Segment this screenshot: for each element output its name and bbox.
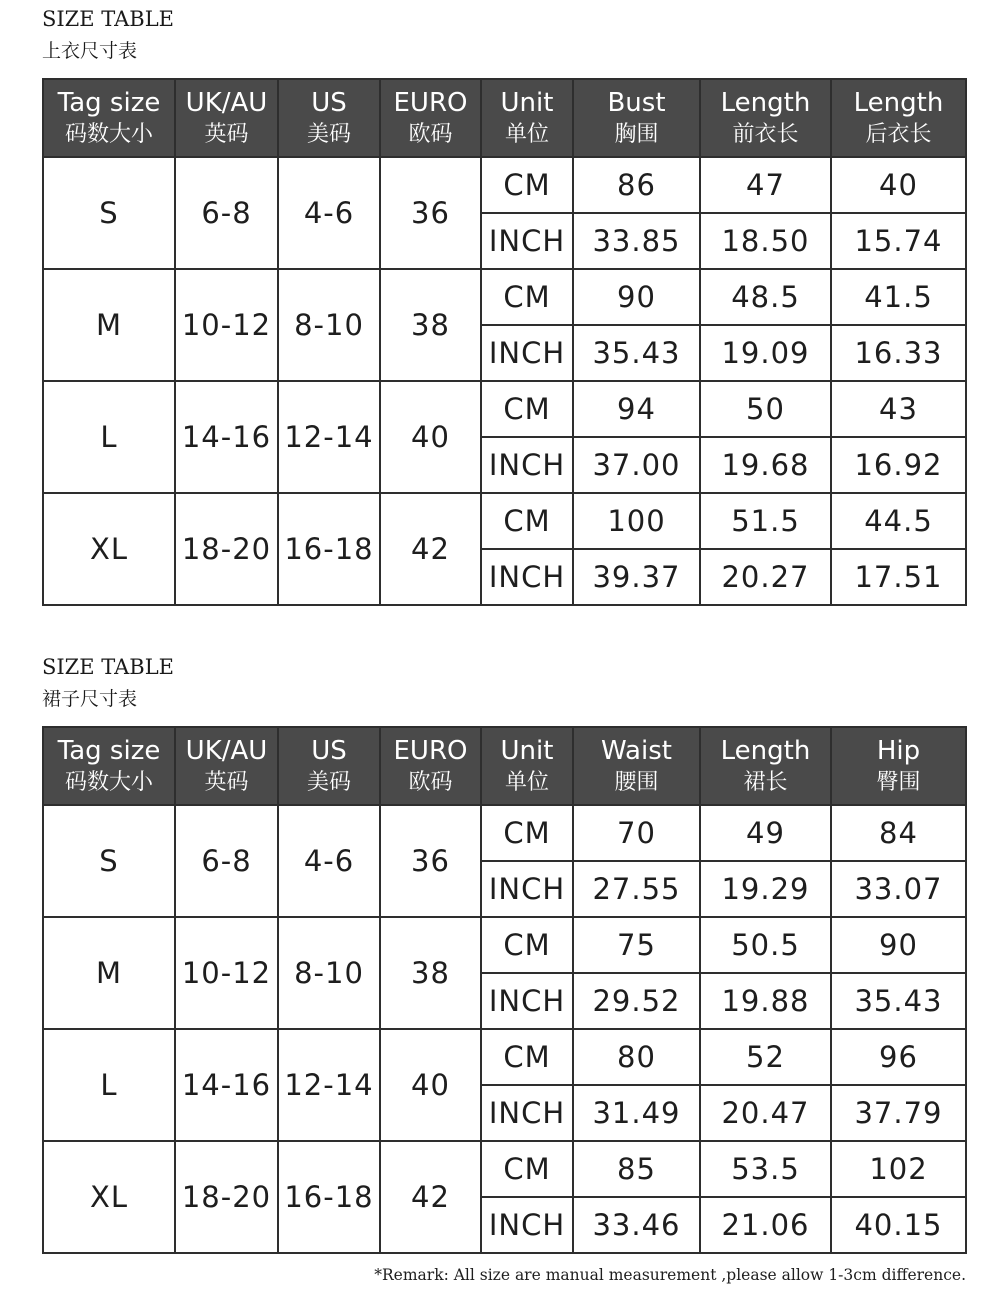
measurement-cell: 19.88 xyxy=(700,973,831,1029)
uk-size-cell: 10-12 xyxy=(175,917,278,1029)
unit-cell: CM xyxy=(481,381,573,437)
unit-cell: INCH xyxy=(481,437,573,493)
measurement-cell: 29.52 xyxy=(573,973,700,1029)
size-row-cm xyxy=(43,381,966,437)
remark-note: *Remark: All size are manual measurement ,please allow 1-3cm difference. xyxy=(374,1266,966,1284)
measurement-cell: 20.47 xyxy=(700,1085,831,1141)
size-row-cm xyxy=(43,805,966,861)
tag-size-cell: L xyxy=(43,1029,175,1141)
column-header xyxy=(700,79,831,157)
euro-size-cell: 38 xyxy=(380,917,481,1029)
column-header-cn: 美码 xyxy=(306,122,351,147)
unit-cell: INCH xyxy=(481,1085,573,1141)
measurement-cell: 16.92 xyxy=(831,437,966,493)
measurement-cell: 27.55 xyxy=(573,861,700,917)
column-header xyxy=(573,727,700,805)
us-size-cell: 8-10 xyxy=(278,269,380,381)
measurement-cell: 35.43 xyxy=(573,325,700,381)
uk-size-cell: 18-20 xyxy=(175,1141,278,1253)
uk-size-cell: 10-12 xyxy=(175,269,278,381)
column-header-cn: 前衣长 xyxy=(732,122,799,147)
measurement-cell: 19.09 xyxy=(700,325,831,381)
euro-size-cell: 36 xyxy=(380,805,481,917)
measurement-cell: 31.49 xyxy=(573,1085,700,1141)
size-row-cm xyxy=(43,917,966,973)
column-header-cn: 码数大小 xyxy=(64,122,153,147)
column-header-cn: 美码 xyxy=(306,770,351,795)
measurement-cell: 17.51 xyxy=(831,549,966,605)
column-header-cn: 英码 xyxy=(204,122,249,147)
measurement-cell: 49 xyxy=(700,805,831,861)
us-size-cell: 12-14 xyxy=(278,1029,380,1141)
us-size-cell: 8-10 xyxy=(278,917,380,1029)
uk-size-cell: 6-8 xyxy=(175,157,278,269)
column-header-en: UK/AU xyxy=(185,736,268,766)
column-header-en: EURO xyxy=(393,88,468,118)
column-header-en: Tag size xyxy=(57,88,161,118)
euro-size-cell: 38 xyxy=(380,269,481,381)
column-header-en: Unit xyxy=(500,88,554,118)
size-row-cm xyxy=(43,157,966,213)
column-header-en: Tag size xyxy=(57,736,161,766)
measurement-cell: 70 xyxy=(573,805,700,861)
measurement-cell: 19.29 xyxy=(700,861,831,917)
tag-size-cell: XL xyxy=(43,493,175,605)
us-size-cell: 16-18 xyxy=(278,1141,380,1253)
us-size-cell: 16-18 xyxy=(278,493,380,605)
unit-cell: INCH xyxy=(481,861,573,917)
tag-size-cell: M xyxy=(43,917,175,1029)
measurement-cell: 19.68 xyxy=(700,437,831,493)
bottom-size-table xyxy=(42,726,967,1254)
top-size-table xyxy=(42,78,967,606)
tag-size-cell: S xyxy=(43,805,175,917)
column-header-cn: 单位 xyxy=(504,770,549,795)
column-header-en: Hip xyxy=(876,736,921,766)
column-header-cn: 胸围 xyxy=(614,122,659,147)
measurement-cell: 15.74 xyxy=(831,213,966,269)
column-header-cn: 单位 xyxy=(504,122,549,147)
measurement-cell: 44.5 xyxy=(831,493,966,549)
column-header-en: US xyxy=(311,736,347,766)
euro-size-cell: 40 xyxy=(380,381,481,493)
size-row-cm xyxy=(43,493,966,549)
unit-cell: CM xyxy=(481,805,573,861)
measurement-cell: 50.5 xyxy=(700,917,831,973)
measurement-cell: 51.5 xyxy=(700,493,831,549)
bottom-table-subtitle: 裙子尺寸表 xyxy=(42,688,138,710)
measurement-cell: 18.50 xyxy=(700,213,831,269)
measurement-cell: 102 xyxy=(831,1141,966,1197)
us-size-cell: 4-6 xyxy=(278,805,380,917)
euro-size-cell: 42 xyxy=(380,493,481,605)
column-header xyxy=(700,727,831,805)
uk-size-cell: 14-16 xyxy=(175,1029,278,1141)
measurement-cell: 16.33 xyxy=(831,325,966,381)
euro-size-cell: 40 xyxy=(380,1029,481,1141)
column-header xyxy=(380,79,481,157)
measurement-cell: 52 xyxy=(700,1029,831,1085)
column-header-en: Bust xyxy=(607,88,666,118)
tag-size-cell: S xyxy=(43,157,175,269)
measurement-cell: 90 xyxy=(831,917,966,973)
measurement-cell: 35.43 xyxy=(831,973,966,1029)
bottom-table-title: SIZE TABLE xyxy=(42,655,175,679)
column-header-cn: 裙长 xyxy=(743,770,788,795)
column-header-en: UK/AU xyxy=(185,88,268,118)
column-header-en: Length xyxy=(853,88,944,118)
column-header xyxy=(43,727,175,805)
unit-cell: INCH xyxy=(481,549,573,605)
top-table-subtitle: 上衣尺寸表 xyxy=(42,40,138,62)
measurement-cell: 41.5 xyxy=(831,269,966,325)
column-header-cn: 腰围 xyxy=(614,770,659,795)
measurement-cell: 43 xyxy=(831,381,966,437)
unit-cell: INCH xyxy=(481,325,573,381)
column-header xyxy=(278,727,380,805)
column-header-cn: 后衣长 xyxy=(865,122,932,147)
unit-cell: CM xyxy=(481,1029,573,1085)
measurement-cell: 47 xyxy=(700,157,831,213)
uk-size-cell: 6-8 xyxy=(175,805,278,917)
measurement-cell: 33.46 xyxy=(573,1197,700,1253)
column-header-cn: 欧码 xyxy=(408,770,453,795)
unit-cell: CM xyxy=(481,1141,573,1197)
euro-size-cell: 42 xyxy=(380,1141,481,1253)
tag-size-cell: XL xyxy=(43,1141,175,1253)
measurement-cell: 94 xyxy=(573,381,700,437)
unit-cell: CM xyxy=(481,917,573,973)
us-size-cell: 4-6 xyxy=(278,157,380,269)
measurement-cell: 86 xyxy=(573,157,700,213)
uk-size-cell: 14-16 xyxy=(175,381,278,493)
measurement-cell: 85 xyxy=(573,1141,700,1197)
unit-cell: CM xyxy=(481,157,573,213)
tag-size-cell: M xyxy=(43,269,175,381)
column-header-cn: 臀围 xyxy=(876,770,921,795)
column-header xyxy=(43,79,175,157)
measurement-cell: 37.79 xyxy=(831,1085,966,1141)
us-size-cell: 12-14 xyxy=(278,381,380,493)
header-row xyxy=(43,727,966,805)
column-header xyxy=(573,79,700,157)
measurement-cell: 53.5 xyxy=(700,1141,831,1197)
column-header xyxy=(380,727,481,805)
measurement-cell: 48.5 xyxy=(700,269,831,325)
column-header-en: EURO xyxy=(393,736,468,766)
euro-size-cell: 36 xyxy=(380,157,481,269)
measurement-cell: 80 xyxy=(573,1029,700,1085)
column-header xyxy=(831,79,966,157)
size-row-cm xyxy=(43,1141,966,1197)
column-header-en: US xyxy=(311,88,347,118)
measurement-cell: 96 xyxy=(831,1029,966,1085)
measurement-cell: 100 xyxy=(573,493,700,549)
top-table-title: SIZE TABLE xyxy=(42,7,175,31)
unit-cell: CM xyxy=(481,493,573,549)
column-header-en: Length xyxy=(720,88,811,118)
header-row xyxy=(43,79,966,157)
column-header-cn: 码数大小 xyxy=(64,770,153,795)
measurement-cell: 40 xyxy=(831,157,966,213)
column-header xyxy=(831,727,966,805)
measurement-cell: 21.06 xyxy=(700,1197,831,1253)
measurement-cell: 90 xyxy=(573,269,700,325)
measurement-cell: 37.00 xyxy=(573,437,700,493)
size-row-cm xyxy=(43,269,966,325)
measurement-cell: 40.15 xyxy=(831,1197,966,1253)
unit-cell: INCH xyxy=(481,1197,573,1253)
size-row-cm xyxy=(43,1029,966,1085)
column-header xyxy=(481,79,573,157)
column-header xyxy=(175,727,278,805)
column-header-cn: 英码 xyxy=(204,770,249,795)
column-header-cn: 欧码 xyxy=(408,122,453,147)
measurement-cell: 33.85 xyxy=(573,213,700,269)
column-header-en: Unit xyxy=(500,736,554,766)
column-header-en: Length xyxy=(720,736,811,766)
tag-size-cell: L xyxy=(43,381,175,493)
measurement-cell: 50 xyxy=(700,381,831,437)
measurement-cell: 39.37 xyxy=(573,549,700,605)
unit-cell: CM xyxy=(481,269,573,325)
column-header xyxy=(481,727,573,805)
measurement-cell: 84 xyxy=(831,805,966,861)
uk-size-cell: 18-20 xyxy=(175,493,278,605)
column-header xyxy=(175,79,278,157)
unit-cell: INCH xyxy=(481,213,573,269)
column-header xyxy=(278,79,380,157)
measurement-cell: 33.07 xyxy=(831,861,966,917)
measurement-cell: 75 xyxy=(573,917,700,973)
unit-cell: INCH xyxy=(481,973,573,1029)
measurement-cell: 20.27 xyxy=(700,549,831,605)
column-header-en: Waist xyxy=(601,736,672,766)
